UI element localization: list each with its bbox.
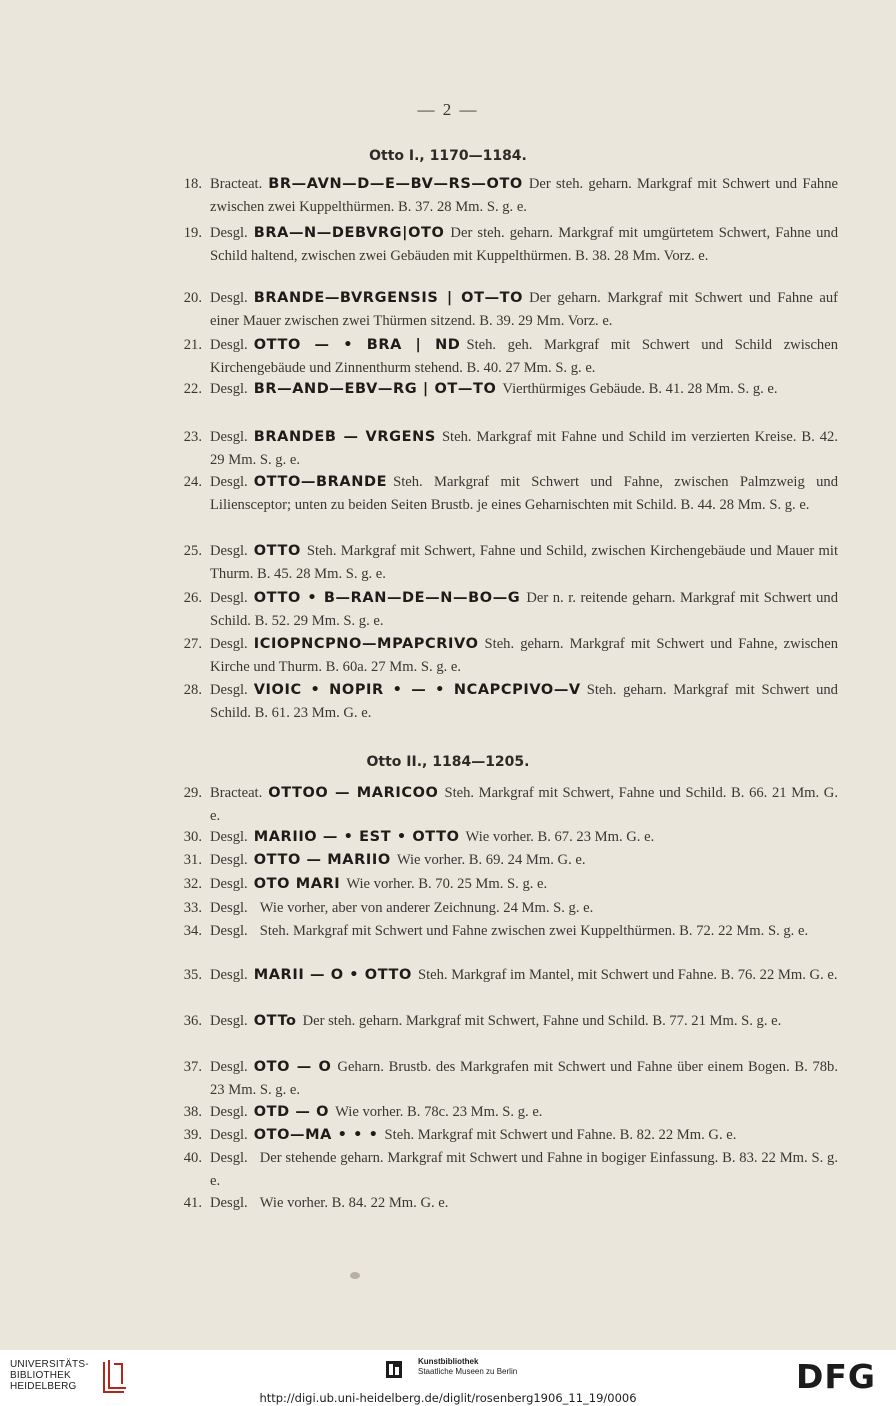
entry-number: 21. (183, 337, 202, 353)
catalog-entry (168, 378, 838, 401)
entry-number: 18. (183, 176, 202, 192)
coin-legend: OTTO — MARIIO (253, 852, 391, 868)
entry-number: 19. (183, 225, 202, 241)
uni-line-1: UNIVERSITÄTS- (10, 1359, 89, 1370)
entry-description: Steh. Markgraf mit Schwert, Fahne und Schild. B. 66. 21 Mm. G. e. (210, 785, 838, 824)
catalog-entry (168, 920, 838, 943)
coin-legend: MARII — O • OTTO (253, 967, 412, 983)
uni-line-3: HEIDELBERG (10, 1381, 77, 1392)
entry-number: 25. (183, 543, 202, 559)
section-heading-otto-2: Otto II., 1184—1205. (366, 754, 530, 770)
entry-number: 38. (183, 1104, 202, 1120)
dfg-logo[interactable]: DFG (796, 1357, 877, 1396)
catalog-entry (168, 1147, 838, 1193)
catalog-entry (168, 287, 838, 333)
entry-type: Desgl. (210, 1150, 248, 1166)
entry-description: Steh. Markgraf mit Schwert und Fahne zwischen zwei Kuppelthürmen. B. 72. 22 Mm. S. g. e. (259, 923, 809, 939)
entry-description: Wie vorher, aber von anderer Zeichnung. 24 Mm. S. g. e. (259, 900, 594, 916)
entry-description: Der geharn. Markgraf mit Schwert und Fahne auf einer Mauer zwischen zwei Thürmen sitzend. B. 39. 29 Mm. Vorz. e. (210, 290, 838, 329)
entry-type: Desgl. (210, 967, 248, 983)
entry-type: Desgl. (210, 876, 248, 892)
kunstbibliothek-subtitle: Staatliche Museen zu Berlin (418, 1367, 518, 1376)
coin-legend: OTTO • B—RAN—DE—N—BO—G (253, 590, 521, 606)
coin-legend: OTTO — • BRA | ND (253, 337, 461, 353)
entry-type: Desgl. (210, 923, 248, 939)
entry-number: 32. (183, 876, 202, 892)
coin-legend: OTO — O (253, 1059, 332, 1075)
catalog-entry (168, 873, 838, 896)
entry-type: Desgl. (210, 337, 248, 353)
entry-number: 22. (183, 381, 202, 397)
catalog-entry (168, 222, 838, 268)
catalog-entry (168, 540, 838, 586)
entry-number: 29. (183, 785, 202, 801)
coin-legend: BR—AVN—D—E—BV—RS—OTO (268, 176, 523, 192)
coin-legend: VIOIC • NOPIR • — • NCAPCPIVO—V (253, 682, 581, 698)
entry-type: Desgl. (210, 829, 248, 845)
coin-legend: OTTO—BRANDE (253, 474, 388, 490)
kunstbibliothek-credit[interactable] (418, 1357, 517, 1377)
catalog-entry (168, 426, 838, 472)
entry-description: Vierthürmiges Gebäude. B. 41. 28 Mm. S. g. e. (502, 381, 778, 397)
entry-description: Steh. Markgraf mit Schwert und Fahne, zwischen Palmzweig und Liliensceptor; unten zu beiden Seiten Brustb. je eines Geharnischten mit Schild. B. 44. 28 Mm. S. g. e. (210, 474, 838, 513)
entry-description: Wie vorher. B. 78c. 23 Mm. S. g. e. (335, 1104, 543, 1120)
entry-type: Desgl. (210, 900, 248, 916)
kunstbibliothek-logo-icon (384, 1358, 404, 1382)
coin-legend: ICIOPNCPNO—MPAPCRIVO (253, 636, 479, 652)
uni-line-2: BIBLIOTHEK (10, 1370, 71, 1381)
entry-description: Steh. geh. Markgraf mit Schwert und Schild zwischen Kirchengebäude und Zinnenthurm stehend. B. 40. 27 Mm. S. g. e. (210, 337, 838, 376)
section-heading-otto-1: Otto I., 1170—1184. (369, 148, 527, 164)
entry-type: Bracteat. (210, 176, 263, 192)
catalog-entry (168, 587, 838, 633)
entry-type: Desgl. (210, 429, 248, 445)
entry-description: Steh. geharn. Markgraf mit Schwert und Schild. B. 61. 23 Mm. G. e. (210, 682, 838, 721)
entry-number: 40. (183, 1150, 202, 1166)
entry-type: Desgl. (210, 1013, 248, 1029)
catalog-entry (168, 1124, 838, 1147)
entry-type: Desgl. (210, 590, 248, 606)
coin-legend: BRA—N—DEBVRG|OTO (253, 225, 445, 241)
entry-type: Desgl. (210, 682, 248, 698)
entry-description: Der steh. geharn. Markgraf mit Schwert, Fahne und Schild. B. 77. 21 Mm. S. g. e. (302, 1013, 782, 1029)
entry-number: 23. (183, 429, 202, 445)
page-number: — 2 — (417, 100, 479, 119)
coin-legend: BRANDEB — VRGENS (253, 429, 436, 445)
entry-number: 33. (183, 900, 202, 916)
entry-number: 37. (183, 1059, 202, 1075)
entry-type: Desgl. (210, 225, 248, 241)
coin-legend: MARIIO — • EST • OTTO (253, 829, 460, 845)
entry-number: 39. (183, 1127, 202, 1143)
entry-number: 20. (183, 290, 202, 306)
coin-legend: OTTOO — MARICOO (268, 785, 439, 801)
entry-description: Steh. Markgraf mit Schwert und Fahne. B. 82. 22 Mm. G. e. (384, 1127, 737, 1143)
footer-bar (0, 1350, 896, 1406)
entry-description: Steh. Markgraf im Mantel, mit Schwert und Fahne. B. 76. 22 Mm. G. e. (417, 967, 838, 983)
coin-legend: BR—AND—EBV—RG | OT—TO (253, 381, 497, 397)
catalog-entry (168, 173, 838, 219)
entry-type: Desgl. (210, 852, 248, 868)
entry-type: Desgl. (210, 1127, 248, 1143)
entry-number: 28. (183, 682, 202, 698)
entry-description: Wie vorher. B. 67. 23 Mm. G. e. (465, 829, 655, 845)
catalog-entry (168, 964, 838, 987)
entry-type: Desgl. (210, 474, 248, 490)
entry-number: 26. (183, 590, 202, 606)
entry-type: Desgl. (210, 1104, 248, 1120)
entry-number: 31. (183, 852, 202, 868)
entry-type: Desgl. (210, 1059, 248, 1075)
kunstbibliothek-title: Kunstbibliothek (418, 1357, 479, 1366)
catalog-entry (168, 334, 838, 380)
entry-description: Der steh. geharn. Markgraf mit umgürtetem Schwert, Fahne und Schild haltend, zwischen zwei Gebäuden mit Kuppelthürmen. B. 38. 28 Mm. Vorz. e. (210, 225, 838, 264)
entry-description: Steh. geharn. Markgraf mit Schwert und Fahne, zwischen Kirche und Thurm. B. 60a. 27 Mm. S. g. e. (210, 636, 838, 675)
entry-description: Der n. r. reitende geharn. Markgraf mit Schwert und Schild. B. 52. 29 Mm. S. g. e. (210, 590, 839, 629)
entry-type: Desgl. (210, 381, 248, 397)
coin-legend: OTTo (253, 1013, 297, 1029)
coin-legend: OTO MARI (253, 876, 341, 892)
entry-number: 34. (183, 923, 202, 939)
catalog-entry (168, 782, 838, 828)
ink-blot (350, 1272, 360, 1279)
entry-number: 36. (183, 1013, 202, 1029)
coin-legend: OTO—MA • • • (253, 1127, 379, 1143)
catalog-entry (168, 1101, 838, 1124)
catalog-entry (168, 1192, 838, 1215)
entry-description: Wie vorher. B. 69. 24 Mm. G. e. (396, 852, 586, 868)
coin-legend: OTD — O (253, 1104, 330, 1120)
entry-description: Geharn. Brustb. des Markgrafen mit Schwert und Fahne über einem Bogen. B. 78b. 23 Mm. S. g. e. (210, 1059, 838, 1098)
catalog-entry (168, 471, 838, 517)
catalog-entry (168, 1010, 838, 1033)
coin-legend: BRANDE—BVRGENSIS | OT—TO (253, 290, 524, 306)
entry-number: 41. (183, 1195, 202, 1211)
entry-description: Wie vorher. B. 84. 22 Mm. G. e. (259, 1195, 449, 1211)
entry-description: Steh. Markgraf mit Schwert, Fahne und Schild, zwischen Kirchengebäude und Mauer mit Thurm. B. 45. 28 Mm. S. g. e. (210, 543, 838, 582)
coin-legend: OTTO (253, 543, 301, 559)
entry-description: Wie vorher. B. 70. 25 Mm. S. g. e. (346, 876, 548, 892)
entry-type: Desgl. (210, 290, 248, 306)
entry-type: Desgl. (210, 636, 248, 652)
entry-type: Desgl. (210, 543, 248, 559)
catalog-entry (168, 897, 838, 920)
catalog-entry (168, 826, 838, 849)
entry-number: 27. (183, 636, 202, 652)
entry-description: Der steh. geharn. Markgraf mit Schwert und Fahne zwischen zwei Kuppelthürmen. B. 37. 28 Mm. S. g. e. (210, 176, 838, 215)
entry-number: 30. (183, 829, 202, 845)
entry-number: 24. (183, 474, 202, 490)
entry-number: 35. (183, 967, 202, 983)
catalog-entry (168, 679, 838, 725)
entry-description: Der stehende geharn. Markgraf mit Schwert und Fahne in bogiger Einfassung. B. 83. 22 Mm. S. g. e. (210, 1150, 838, 1189)
entry-type: Bracteat. (210, 785, 263, 801)
permalink-url[interactable]: http://digi.ub.uni-heidelberg.de/diglit/rosenberg1906_11_19/0006 (259, 1391, 637, 1405)
entry-description: Steh. Markgraf mit Fahne und Schild im verzierten Kreise. B. 42. 29 Mm. S. g. e. (210, 429, 838, 468)
catalog-entry (168, 1056, 838, 1102)
catalog-entry (168, 633, 838, 679)
catalog-entry (168, 849, 838, 872)
entry-type: Desgl. (210, 1195, 248, 1211)
